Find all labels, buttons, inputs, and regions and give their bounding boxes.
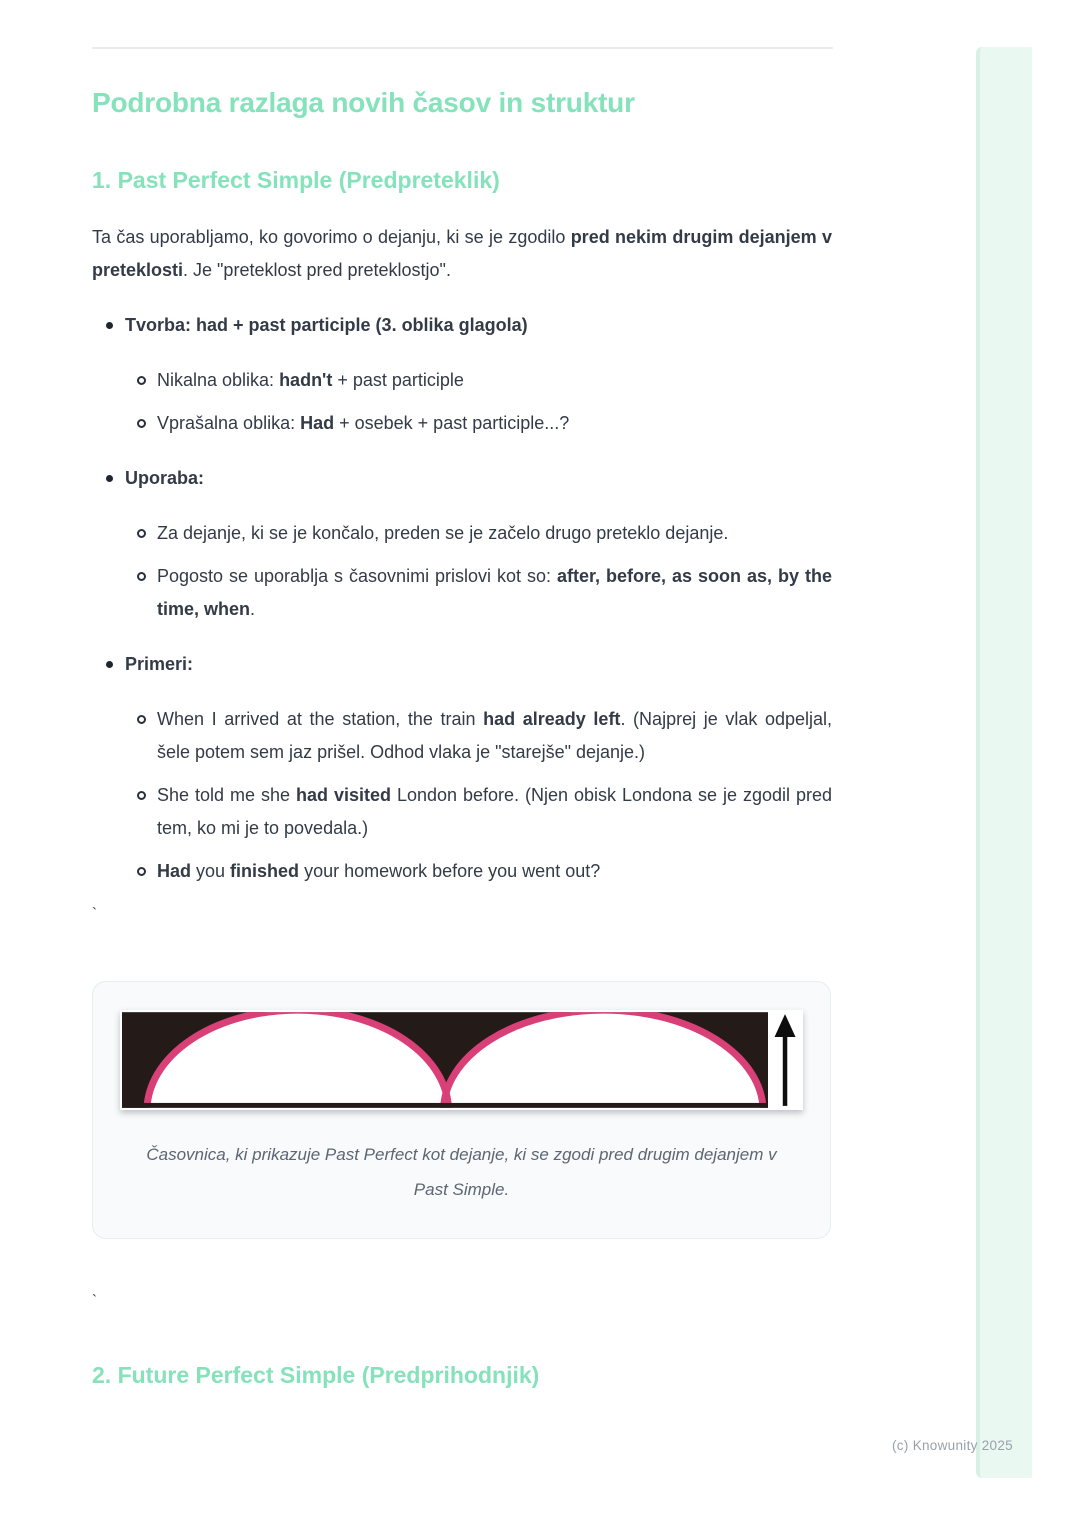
intro-paragraph: Ta čas uporabljamo, ko govorimo o dejanju, ki se je zgodilo pred nekim drugim dejanjem v preteklosti. Je "preteklost pred preteklostjo". <box>92 227 832 280</box>
main-content <box>92 0 832 1390</box>
list-item-label: Uporaba: <box>125 468 205 488</box>
sub-list-primeri <box>125 703 832 888</box>
figure-card <box>92 981 831 1239</box>
list-item-label: Tvorba: had + past participle (3. oblika glagola) <box>125 315 528 335</box>
list-item-label: Primeri: <box>125 654 194 674</box>
topic-list <box>92 309 832 888</box>
list-item <box>125 703 832 769</box>
bullet-circle-icon <box>137 791 146 800</box>
list-item-uporaba <box>92 462 832 626</box>
list-item <box>125 779 832 845</box>
copyright-notice: (c) Knowunity 2025 <box>892 1438 1013 1453</box>
stray-backtick: ` <box>92 905 97 922</box>
list-item-text: Had you finished your homework before you went out? <box>157 861 601 881</box>
stray-backtick: ` <box>92 1292 97 1309</box>
list-item-primeri <box>92 648 832 888</box>
up-arrow-icon <box>775 1014 796 1106</box>
sub-list-uporaba <box>125 517 832 626</box>
sub-list-tvorba <box>125 364 832 440</box>
timeline-baseline <box>122 1103 768 1108</box>
bullet-circle-icon <box>137 867 146 876</box>
list-item-text: Nikalna oblika: hadn't + past participle <box>157 370 464 390</box>
bullet-dot-icon <box>106 322 113 329</box>
right-accent-bar <box>976 47 1032 1478</box>
bullet-circle-icon <box>137 529 146 538</box>
figure-caption: Časovnica, ki prikazuje Past Perfect kot dejanje, ki se zgodi pred drugim dejanjem v Past Simple. <box>146 1145 777 1199</box>
bullet-circle-icon <box>137 715 146 724</box>
past-perfect-timeline-image <box>122 1012 801 1108</box>
list-item <box>125 364 832 397</box>
list-item <box>125 560 832 626</box>
bullet-dot-icon <box>106 475 113 482</box>
section-heading-past-perfect: 1. Past Perfect Simple (Predpreteklik) <box>92 167 500 193</box>
list-item-text: Pogosto se uporablja s časovnimi prislovi kot so: after, before, as soon as, by the time, when. <box>157 566 832 619</box>
list-item-text: Za dejanje, ki se je končalo, preden se je začelo drugo preteklo dejanje. <box>157 523 729 543</box>
list-item <box>125 855 832 888</box>
bullet-circle-icon <box>137 376 146 385</box>
list-item-text: When I arrived at the station, the train had already left. (Najprej je vlak odpeljal, šele potem sem jaz prišel. Odhod vlaka je "starejše" dejanje.) <box>157 709 833 762</box>
list-item <box>125 517 832 550</box>
list-item-tvorba <box>92 309 832 440</box>
bullet-circle-icon <box>137 419 146 428</box>
list-item-text: Vprašalna oblika: Had + osebek + past participle...? <box>157 413 570 433</box>
bullet-circle-icon <box>137 572 146 581</box>
bullet-dot-icon <box>106 661 113 668</box>
page-title: Podrobna razlaga novih časov in struktur <box>92 87 635 118</box>
list-item <box>125 407 832 440</box>
section-heading-future-perfect: 2. Future Perfect Simple (Predprihodnjik) <box>92 1362 540 1388</box>
timeline-figure <box>120 1010 803 1110</box>
list-item-text: She told me she had visited London before. (Njen obisk Londona se je zgodil pred tem, ko mi je to povedala.) <box>157 785 832 838</box>
